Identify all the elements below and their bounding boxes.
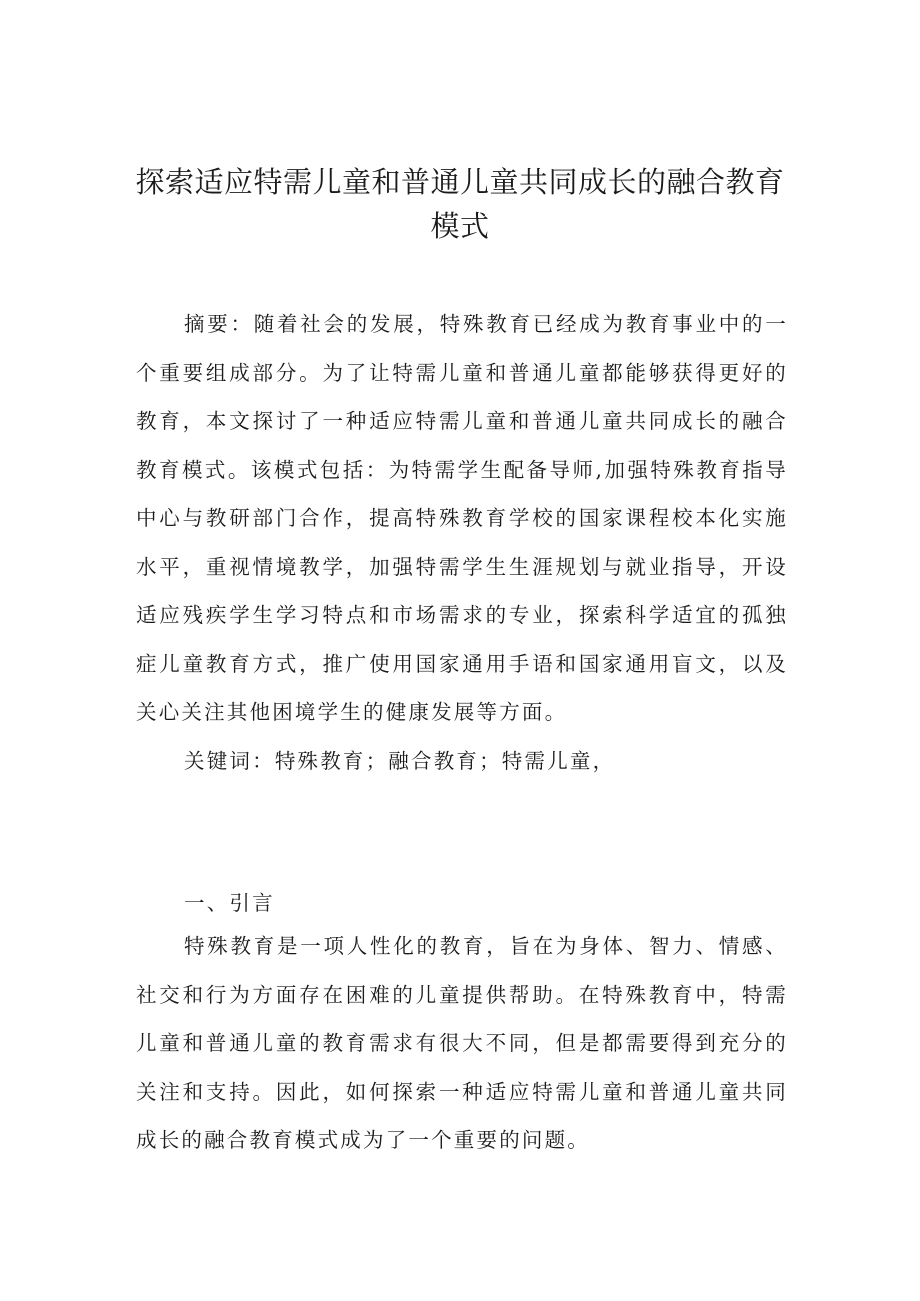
abstract-text: 随着社会的发展，特殊教育已经成为教育事业中的一个重要组成部分。为了让特需儿童和普通儿童都能够获得更好的教育，本文探讨了一种适应特需儿童和普通儿童共同成长的融合教育模式。该模式包括：为特需学生配备导师,加强特殊教育指导中心与教研部门合作，提高特殊教育学校的国家课程校本化实施水平，重视情境教学，加强特需学生生涯规划与就业指导，开设适应残疾学生学习特点和市场需求的专业，探索科学适宜的孤独症儿童教育方式，推广使用国家通用手语和国家通用盲文，以及关心关注其他困境学生的健康发展等方面。 — [136, 312, 788, 724]
keywords-label: 关键词： — [184, 749, 275, 773]
introduction-paragraph: 特殊教育是一项人性化的教育，旨在为身体、智力、情感、社交和行为方面存在困难的儿童提供帮助。在特殊教育中，特需儿童和普通儿童的教育需求有很大不同，但是都需要得到充分的关注和支持。因此，如何探索一种适应特需儿童和普通儿童共同成长的融合教育模式成为了一个重要的问题。 — [136, 934, 788, 1152]
abstract-paragraph — [136, 300, 788, 737]
abstract-label: 摘要： — [184, 312, 254, 336]
keywords-paragraph — [136, 737, 788, 786]
document-title-line-2: 模式 — [430, 209, 490, 243]
document-title-line-1: 探索适应特需儿童和普通儿童共同成长的融合教育 — [135, 165, 785, 199]
document-title — [120, 160, 800, 248]
keywords-text: 特殊教育；融合教育；特需儿童， — [274, 749, 616, 773]
section-heading-introduction: 一、引言 — [184, 891, 275, 915]
